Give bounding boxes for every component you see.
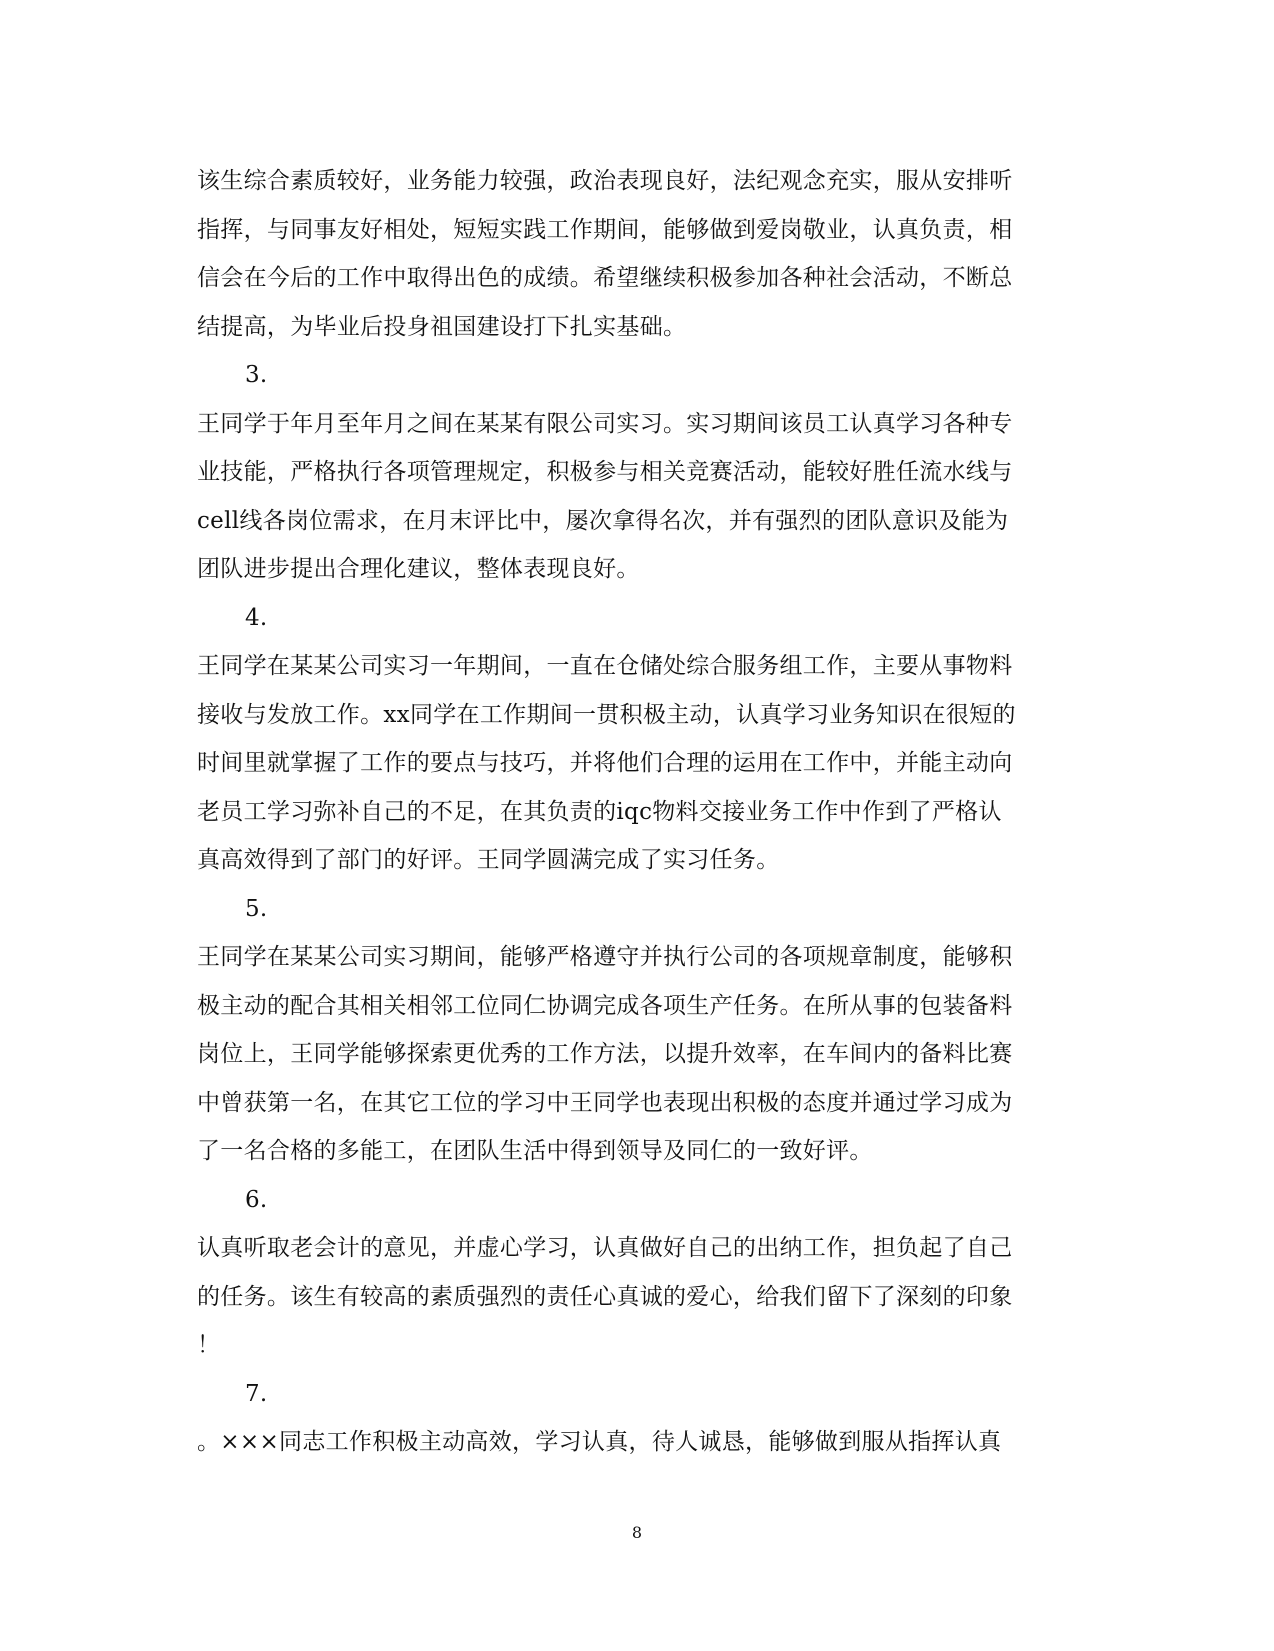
section-number: 6.: [245, 1186, 268, 1213]
text-line: 信会在今后的工作中取得出色的成绩。希望继续积极参加各种社会活动，不断总: [197, 265, 1013, 291]
text-line: 岗位上，王同学能够探索更优秀的工作方法，以提升效率，在车间内的备料比赛: [197, 1041, 1013, 1067]
body-text: [197, 157, 1077, 1467]
text-line: 极主动的配合其相关相邻工位同仁协调完成各项生产任务。在所从事的包装备料: [197, 992, 1013, 1019]
text-line: 王同学在某某公司实习期间，能够严格遵守并执行公司的各项规章制度，能够积: [197, 944, 1013, 970]
section-number: 5.: [245, 895, 268, 922]
text-line: 。×××同志工作积极主动高效，学习认真，待人诚恳，能够做到服从指挥认真: [197, 1429, 1002, 1455]
text-line: cell线各岗位需求，在月末评比中，屡次拿得名次，并有强烈的团队意识及能为: [197, 507, 1009, 534]
text-line: 团队进步提出合理化建议，整体表现良好。: [197, 556, 640, 582]
text-line: 真高效得到了部门的好评。王同学圆满完成了实习任务。: [197, 847, 780, 873]
section-number: 4.: [245, 604, 268, 631]
text-line: 时间里就掌握了工作的要点与技巧，并将他们合理的运用在工作中，并能主动向: [197, 750, 1013, 776]
text-line: 认真听取老会计的意见，并虚心学习，认真做好自己的出纳工作，担负起了自己: [197, 1235, 1013, 1261]
text-line: 指挥，与同事友好相处，短短实践工作期间，能够做到爱岗敬业，认真负责，相: [197, 216, 1013, 243]
text-line: 了一名合格的多能工，在团队生活中得到领导及同仁的一致好评。: [197, 1138, 873, 1164]
page-number: 8: [631, 1523, 643, 1542]
text-line: 老员工学习弥补自己的不足，在其负责的iqc物料交接业务工作中作到了严格认: [197, 798, 1002, 825]
text-line: ！: [197, 1332, 221, 1358]
text-line: 王同学在某某公司实习一年期间，一直在仓储处综合服务组工作，主要从事物料: [197, 653, 1013, 679]
text-line: 业技能，严格执行各项管理规定，积极参与相关竞赛活动，能较好胜任流水线与: [197, 459, 1013, 485]
text-line: 接收与发放工作。xx同学在工作期间一贯积极主动，认真学习业务知识在很短的: [197, 701, 1016, 728]
section-number: 3.: [245, 362, 268, 388]
text-line: 王同学于年月至年月之间在某某有限公司实习。实习期间该员工认真学习各种专: [197, 410, 1013, 437]
text-line: 结提高，为毕业后投身祖国建设打下扎实基础。: [197, 313, 687, 340]
text-line: 的任务。该生有较高的素质强烈的责任心真诚的爱心，给我们留下了深刻的印象: [197, 1283, 1013, 1310]
text-line: 该生综合素质较好，业务能力较强，政治表现良好，法纪观念充实，服从安排听: [197, 168, 1013, 194]
text-line: 中曾获第一名，在其它工位的学习中王同学也表现出积极的态度并通过学习成为: [197, 1089, 1013, 1116]
section-number: 7.: [245, 1380, 268, 1407]
